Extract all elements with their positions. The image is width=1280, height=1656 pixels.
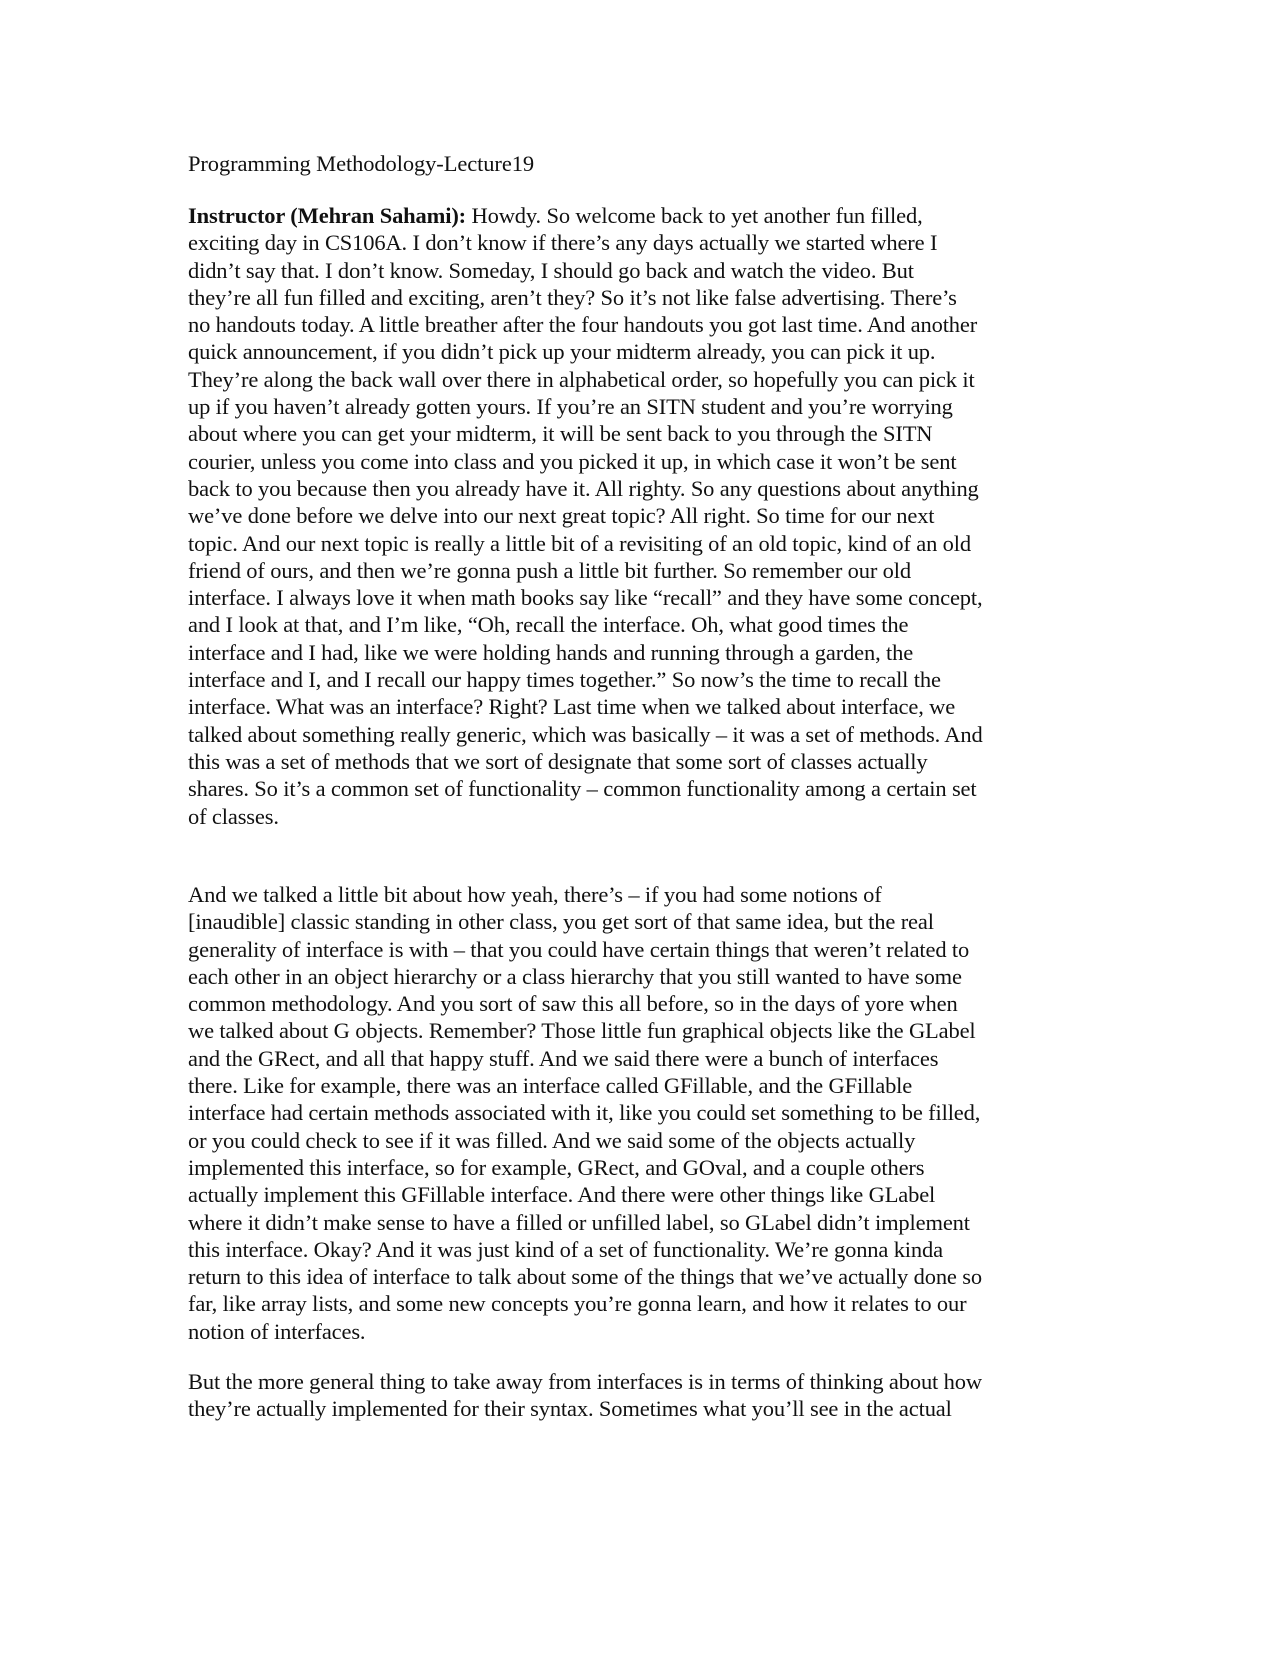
paragraph-line: interface. What was an interface? Right? Last time when we talked about interface, we xyxy=(188,694,956,720)
paragraph-line: But the more general thing to take away from interfaces is in terms of thinking about how xyxy=(188,1369,982,1394)
paragraph-line: no handouts today. A little breather after the four handouts you got last time. And another xyxy=(188,312,978,338)
speaker-label: Instructor (Mehran Sahami): xyxy=(188,203,467,228)
paragraph-line: didn’t say that. I don’t know. Someday, I should go back and watch the video. But xyxy=(188,257,914,283)
paragraph-line: interface had certain methods associated with it, like you could set something to be filled, xyxy=(188,1100,981,1126)
paragraph-line: they’re actually implemented for their syntax. Sometimes what you’ll see in the actual xyxy=(188,1396,952,1422)
paragraph-line: where it didn’t make sense to have a filled or unfilled label, so GLabel didn’t implement xyxy=(188,1209,970,1235)
paragraph-line: there. Like for example, there was an interface called GFillable, and the GFillable xyxy=(188,1073,913,1099)
paragraph-line: notion of interfaces. xyxy=(188,1318,366,1344)
paragraph-line: exciting day in CS106A. I don’t know if there’s any days actually we started where I xyxy=(188,230,938,256)
paragraph-line: return to this idea of interface to talk about some of the things that we’ve actually done so xyxy=(188,1264,982,1290)
paragraph-line: topic. And our next topic is really a little bit of a revisiting of an old topic, kind of an old xyxy=(188,530,971,556)
paragraph-line: friend of ours, and then we’re gonna push a little bit further. So remember our old xyxy=(188,557,911,583)
paragraph-line: about where you can get your midterm, it will be sent back to you through the SITN xyxy=(188,421,933,447)
paragraph-line: each other in an object hierarchy or a class hierarchy that you still wanted to have some xyxy=(188,963,962,989)
paragraph-line: and I look at that, and I’m like, “Oh, recall the interface. Oh, what good times the xyxy=(188,612,909,638)
paragraph-line: courier, unless you come into class and you picked it up, in which case it won’t be sent xyxy=(188,448,957,474)
paragraph-2 xyxy=(188,881,1088,1345)
paragraph-line: this interface. Okay? And it was just kind of a set of functionality. We’re gonna kinda xyxy=(188,1236,943,1262)
paragraph-line: far, like array lists, and some new concepts you’re gonna learn, and how it relates to our xyxy=(188,1291,967,1317)
paragraph-line: back to you because then you already have it. All righty. So any questions about anything xyxy=(188,475,979,501)
paragraph-line: they’re all fun filled and exciting, aren’t they? So it’s not like false advertising. There’s xyxy=(188,284,957,310)
paragraph-line: actually implement this GFillable interface. And there were other things like GLabel xyxy=(188,1182,936,1208)
paragraph-line: interface. I always love it when math books say like “recall” and they have some concept, xyxy=(188,585,983,611)
paragraph-1 xyxy=(188,202,1088,830)
paragraph-line: interface and I had, like we were holding hands and running through a garden, the xyxy=(188,639,914,665)
paragraph-line: They’re along the back wall over there in alphabetical order, so hopefully you can pick it xyxy=(188,366,975,392)
paragraph-line xyxy=(188,202,1088,229)
paragraph-line: generality of interface is with – that you could have certain things that weren’t related to xyxy=(188,936,970,962)
document-title: Programming Methodology-Lecture19 xyxy=(188,151,534,176)
paragraph-line: and the GRect, and all that happy stuff. And we said there were a bunch of interfaces xyxy=(188,1045,939,1071)
paragraph-line-text: Howdy. So welcome back to yet another fun filled, xyxy=(466,203,923,228)
paragraph-line: talked about something really generic, which was basically – it was a set of methods. And xyxy=(188,721,983,747)
paragraph-line: common methodology. And you sort of saw this all before, so in the days of yore when xyxy=(188,991,958,1017)
paragraph-line: quick announcement, if you didn’t pick up your midterm already, you can pick it up. xyxy=(188,339,936,365)
paragraph-line: we’ve done before we delve into our next great topic? All right. So time for our next xyxy=(188,503,935,529)
paragraph-line: of classes. xyxy=(188,803,279,829)
paragraph-line: this was a set of methods that we sort of designate that some sort of classes actually xyxy=(188,748,928,774)
paragraph-line: interface and I, and I recall our happy times together.” So now’s the time to recall the xyxy=(188,667,941,693)
paragraph-line: we talked about G objects. Remember? Those little fun graphical objects like the GLabel xyxy=(188,1018,976,1044)
paragraph-line: implemented this interface, so for example, GRect, and GOval, and a couple others xyxy=(188,1154,925,1180)
paragraph-line: up if you haven’t already gotten yours. If you’re an SITN student and you’re worrying xyxy=(188,394,953,420)
paragraph-line: or you could check to see if it was filled. And we said some of the objects actually xyxy=(188,1127,916,1153)
paragraph-line: And we talked a little bit about how yeah, there’s – if you had some notions of xyxy=(188,882,882,907)
paragraph-line: [inaudible] classic standing in other class, you get sort of that same idea, but the real xyxy=(188,909,934,935)
paragraph-line: shares. So it’s a common set of functionality – common functionality among a certain set xyxy=(188,776,977,802)
paragraph-3 xyxy=(188,1368,1088,1423)
